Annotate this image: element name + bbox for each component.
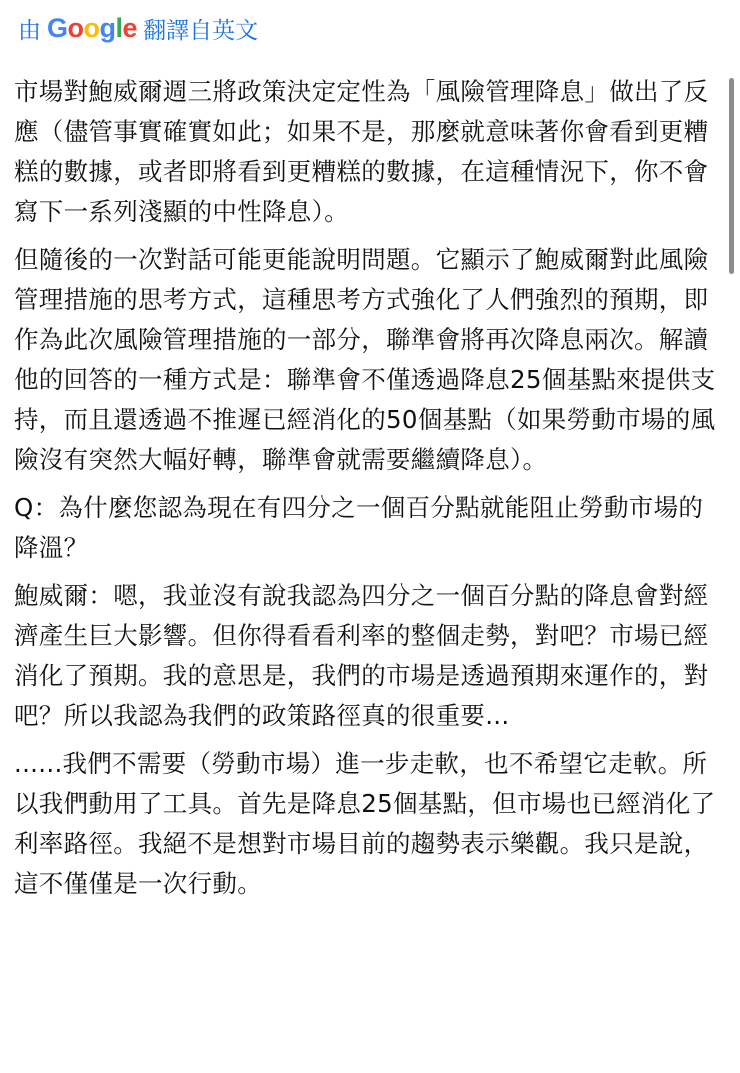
paragraph-1: 市場對鮑威爾週三將政策決定定性為「風險管理降息」做出了反應（儘管事實確實如此；如果不是，那麼就意味著你會看到更糟糕的數據，或者即將看到更糟糕的數據，在這種情況下，你不會寫下一系列淺顯的中性降息）。	[14, 77, 709, 226]
post-body	[14, 72, 718, 912]
paragraph-answer-2: ......我們不需要（勞動市場）進一步走軟，也不希望它走軟。所以我們動用了工具。首先是降息25個基點，但市場也已經消化了利率路徑。我絕不是想對市場目前的趨勢表示樂觀。我只是說，這不僅僅是一次行動。	[14, 749, 716, 898]
translated-from-label: 翻譯自英文	[143, 18, 259, 44]
paragraph-answer-1: 鮑威爾：嗯，我並沒有說我認為四分之一個百分點的降息會對經濟產生巨大影響。但你得看看利率的整個走勢，對吧？市場已經消化了預期。我的意思是，我們的市場是透過預期來運作的，對吧？所以我認為我們的政策路徑真的很重要...	[14, 581, 709, 730]
translated-by-label: 由	[18, 18, 41, 44]
vertical-scrollbar[interactable]	[729, 78, 734, 274]
paragraph-question: Q：為什麼您認為現在有四分之一個百分點就能阻止勞動市場的降溫？	[14, 493, 704, 562]
translation-attribution[interactable]	[18, 12, 258, 45]
google-logo: Google	[47, 13, 138, 43]
paragraph-2: 但隨後的一次對話可能更能說明問題。它顯示了鮑威爾對此風險管理措施的思考方式，這種思考方式強化了人們強烈的預期，即作為此次風險管理措施的一部分，聯準會將再次降息兩次。解讀他的回答的一種方式是：聯準會不僅透過降息25個基點來提供支持，而且還透過不推遲已經消化的50個基點（如果勞動市場的風險沒有突然大幅好轉，聯準會就需要繼續降息）。	[14, 245, 716, 474]
